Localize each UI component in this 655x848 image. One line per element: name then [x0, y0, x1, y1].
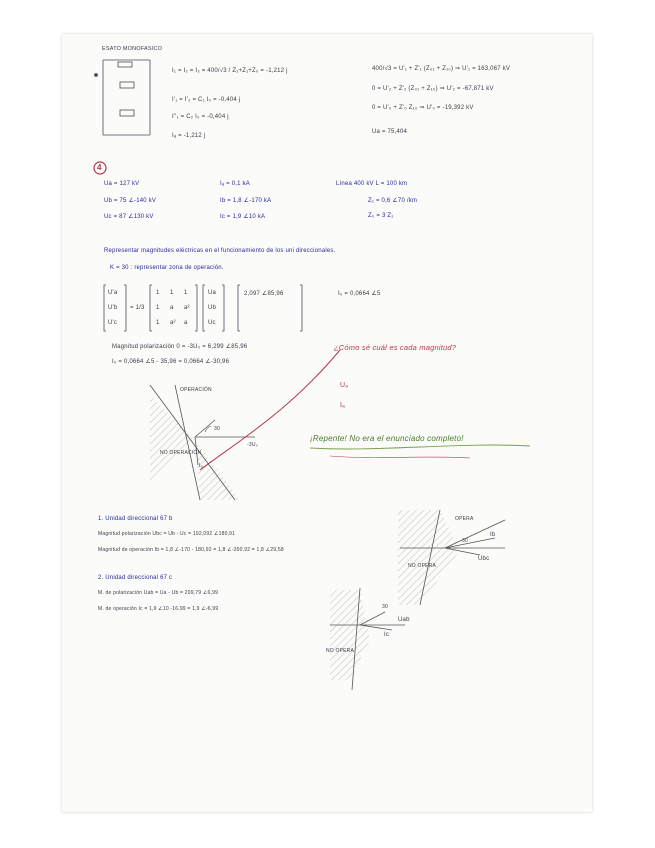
graph1-ia-label: Iₐ [199, 463, 203, 469]
polarization-magnitude: Magnitud polarización 0 = -3U₀ = 6,299 ∠85,96 [112, 344, 248, 350]
matrix-lhs-1: U'a [108, 290, 118, 296]
matrix-cell: 1 [170, 290, 174, 296]
label-ia: Iₐ [340, 402, 345, 409]
data-row-3-col-2: Ic = 1,9 ∠10 kA [220, 214, 266, 220]
equation-3: I''₁ = C₂ I₀ = -0,404 j [172, 114, 229, 120]
i0-value: I₀ = 0,0664 ∠5 [338, 291, 381, 297]
matrix-lhs-3: U'c [108, 320, 118, 326]
matrix-cell: a [184, 320, 188, 326]
section-number: 4 [97, 163, 102, 172]
section1-line-2: Magnitud de operación Ib = 1,8 ∠-170 - 180,92 = 1,8 ∠-350,92 = 1,8 ∠29,58 [98, 547, 284, 553]
matrix-multiplier: = 1/3 [130, 305, 145, 311]
graph-zone-3 [330, 588, 405, 690]
matrix-cell: 1 [156, 290, 160, 296]
equation-4: Iₐ = -1,212 j [172, 133, 206, 139]
circuit-diagram [95, 60, 151, 135]
section2-line-1: M. de polarización Uab = Ua - Ub = 209,79 ∠6,99 [98, 590, 219, 596]
matrix-rhs-2: Ub [208, 305, 217, 311]
graph2-ib-label: Ib [490, 532, 496, 538]
graph3-angle-label: 30 [382, 604, 388, 610]
operation-magnitude: I₀ = 0,0664 ∠5 - 35,96 = 0,0664 ∠-30,96 [112, 359, 230, 365]
k30-statement: K = 30 : representar zona de operación. [110, 265, 224, 271]
represent-statement: Representar magnitudes eléctricas en el funcionamiento de los uni direccionales. [104, 248, 336, 254]
matrix-rhs-1: Ua [208, 290, 217, 296]
label-ua: Uₐ [340, 382, 349, 389]
section2-line-2: M. de operación Ic = 1,9 ∠10 -16,99 = 1,9 ∠-6,99 [98, 606, 219, 612]
matrix-cell: a² [184, 305, 190, 311]
graph1-no-operation-label: NO OPERACIÓN [160, 450, 202, 456]
rhs-equation-2: 0 = U'₂ + Z'₂ (Z₀₁ + Z₁₀) ⇒ U'₂ = -67,871 kV [372, 86, 494, 92]
graph3-no-opera-label: NO OPERA [326, 648, 354, 654]
page-title: ESATO MONOFASICO [102, 46, 163, 52]
graph2-opera-label: OPERA [455, 516, 474, 522]
graph2-ubc-label: Ubc [478, 556, 490, 562]
graph2-angle-label: 30 [462, 538, 468, 544]
data-row-1-col-2: Iₐ = 0,1 kA [220, 181, 250, 187]
data-row-2-col-2: Ib = 1,8 ∠-170 kA [220, 198, 272, 204]
graph2-no-opera-label: NO OPERA [408, 563, 436, 569]
repent-note: ¡Repente! No era el enunciado completo! [310, 434, 464, 443]
matrix-cell: a [170, 305, 174, 311]
equation-2: I'₁ = I'₂ = C₁ I₀ = -0,404 j [172, 97, 241, 103]
matrix-cell: 1 [156, 320, 160, 326]
green-underline [310, 445, 530, 449]
question-note: ¿Cómo sé cuál es cada magnitud? [334, 343, 457, 352]
graph1-angle-label: 30 [214, 426, 220, 432]
rhs-equation-4: Ua = 75,404 [372, 129, 408, 135]
section1-line-1: Magnitud polarización Ubc = Ub - Uc = 192,092 ∠180,91 [98, 531, 236, 537]
matrix-cell: 1 [184, 290, 188, 296]
section2-title: 2. Unidad direccional 67 c [98, 575, 173, 581]
data-row-3-col-3: Z₀ = 3 Z₁ [368, 213, 394, 219]
matrix-cell: 1 [156, 305, 160, 311]
data-row-1-col-3: Línea 400 kV L = 100 km [336, 181, 408, 187]
graph3-uab-label: Uab [398, 617, 410, 623]
matrix-cell: a² [170, 320, 176, 326]
data-row-1-col-1: Ua = 127 kV [104, 181, 140, 187]
matrix-result: 2,097 ∠85,96 [244, 291, 284, 297]
matrix-rhs-3: Uc [208, 320, 216, 326]
graph1-u0-label: -3U₀ [247, 442, 258, 448]
matrix-lhs-2: U'b [108, 305, 118, 311]
graph3-ic-label: Ic [384, 632, 390, 638]
graph1-operation-label: OPERACIÓN [180, 387, 212, 393]
data-row-2-col-3: Z₁ = 0,6 ∠70 /km [368, 198, 418, 204]
rhs-equation-3: 0 = U'₀ + Z'₀ Z₁₀ ⇒ U'₀ = -19,392 kV [372, 105, 474, 111]
rhs-equation-1: 400/√3 = U'₁ + Z'₁ (Z₀₁ + Z₁₀) ⇒ U'₁ = 163,067 kV [372, 66, 511, 72]
graph-zone-1 [150, 350, 340, 500]
equation-1: I₁ = I₂ = I₃ = 400/√3 / Z₁+Z₁+Z₀ = -1,212 j [172, 68, 288, 74]
section1-title: 1. Unidad direccional 67 b [98, 516, 173, 522]
data-row-3-col-1: Uc = 87 ∠130 kV [104, 214, 154, 220]
data-row-2-col-1: Ub = 75 ∠-140 kV [104, 198, 157, 204]
